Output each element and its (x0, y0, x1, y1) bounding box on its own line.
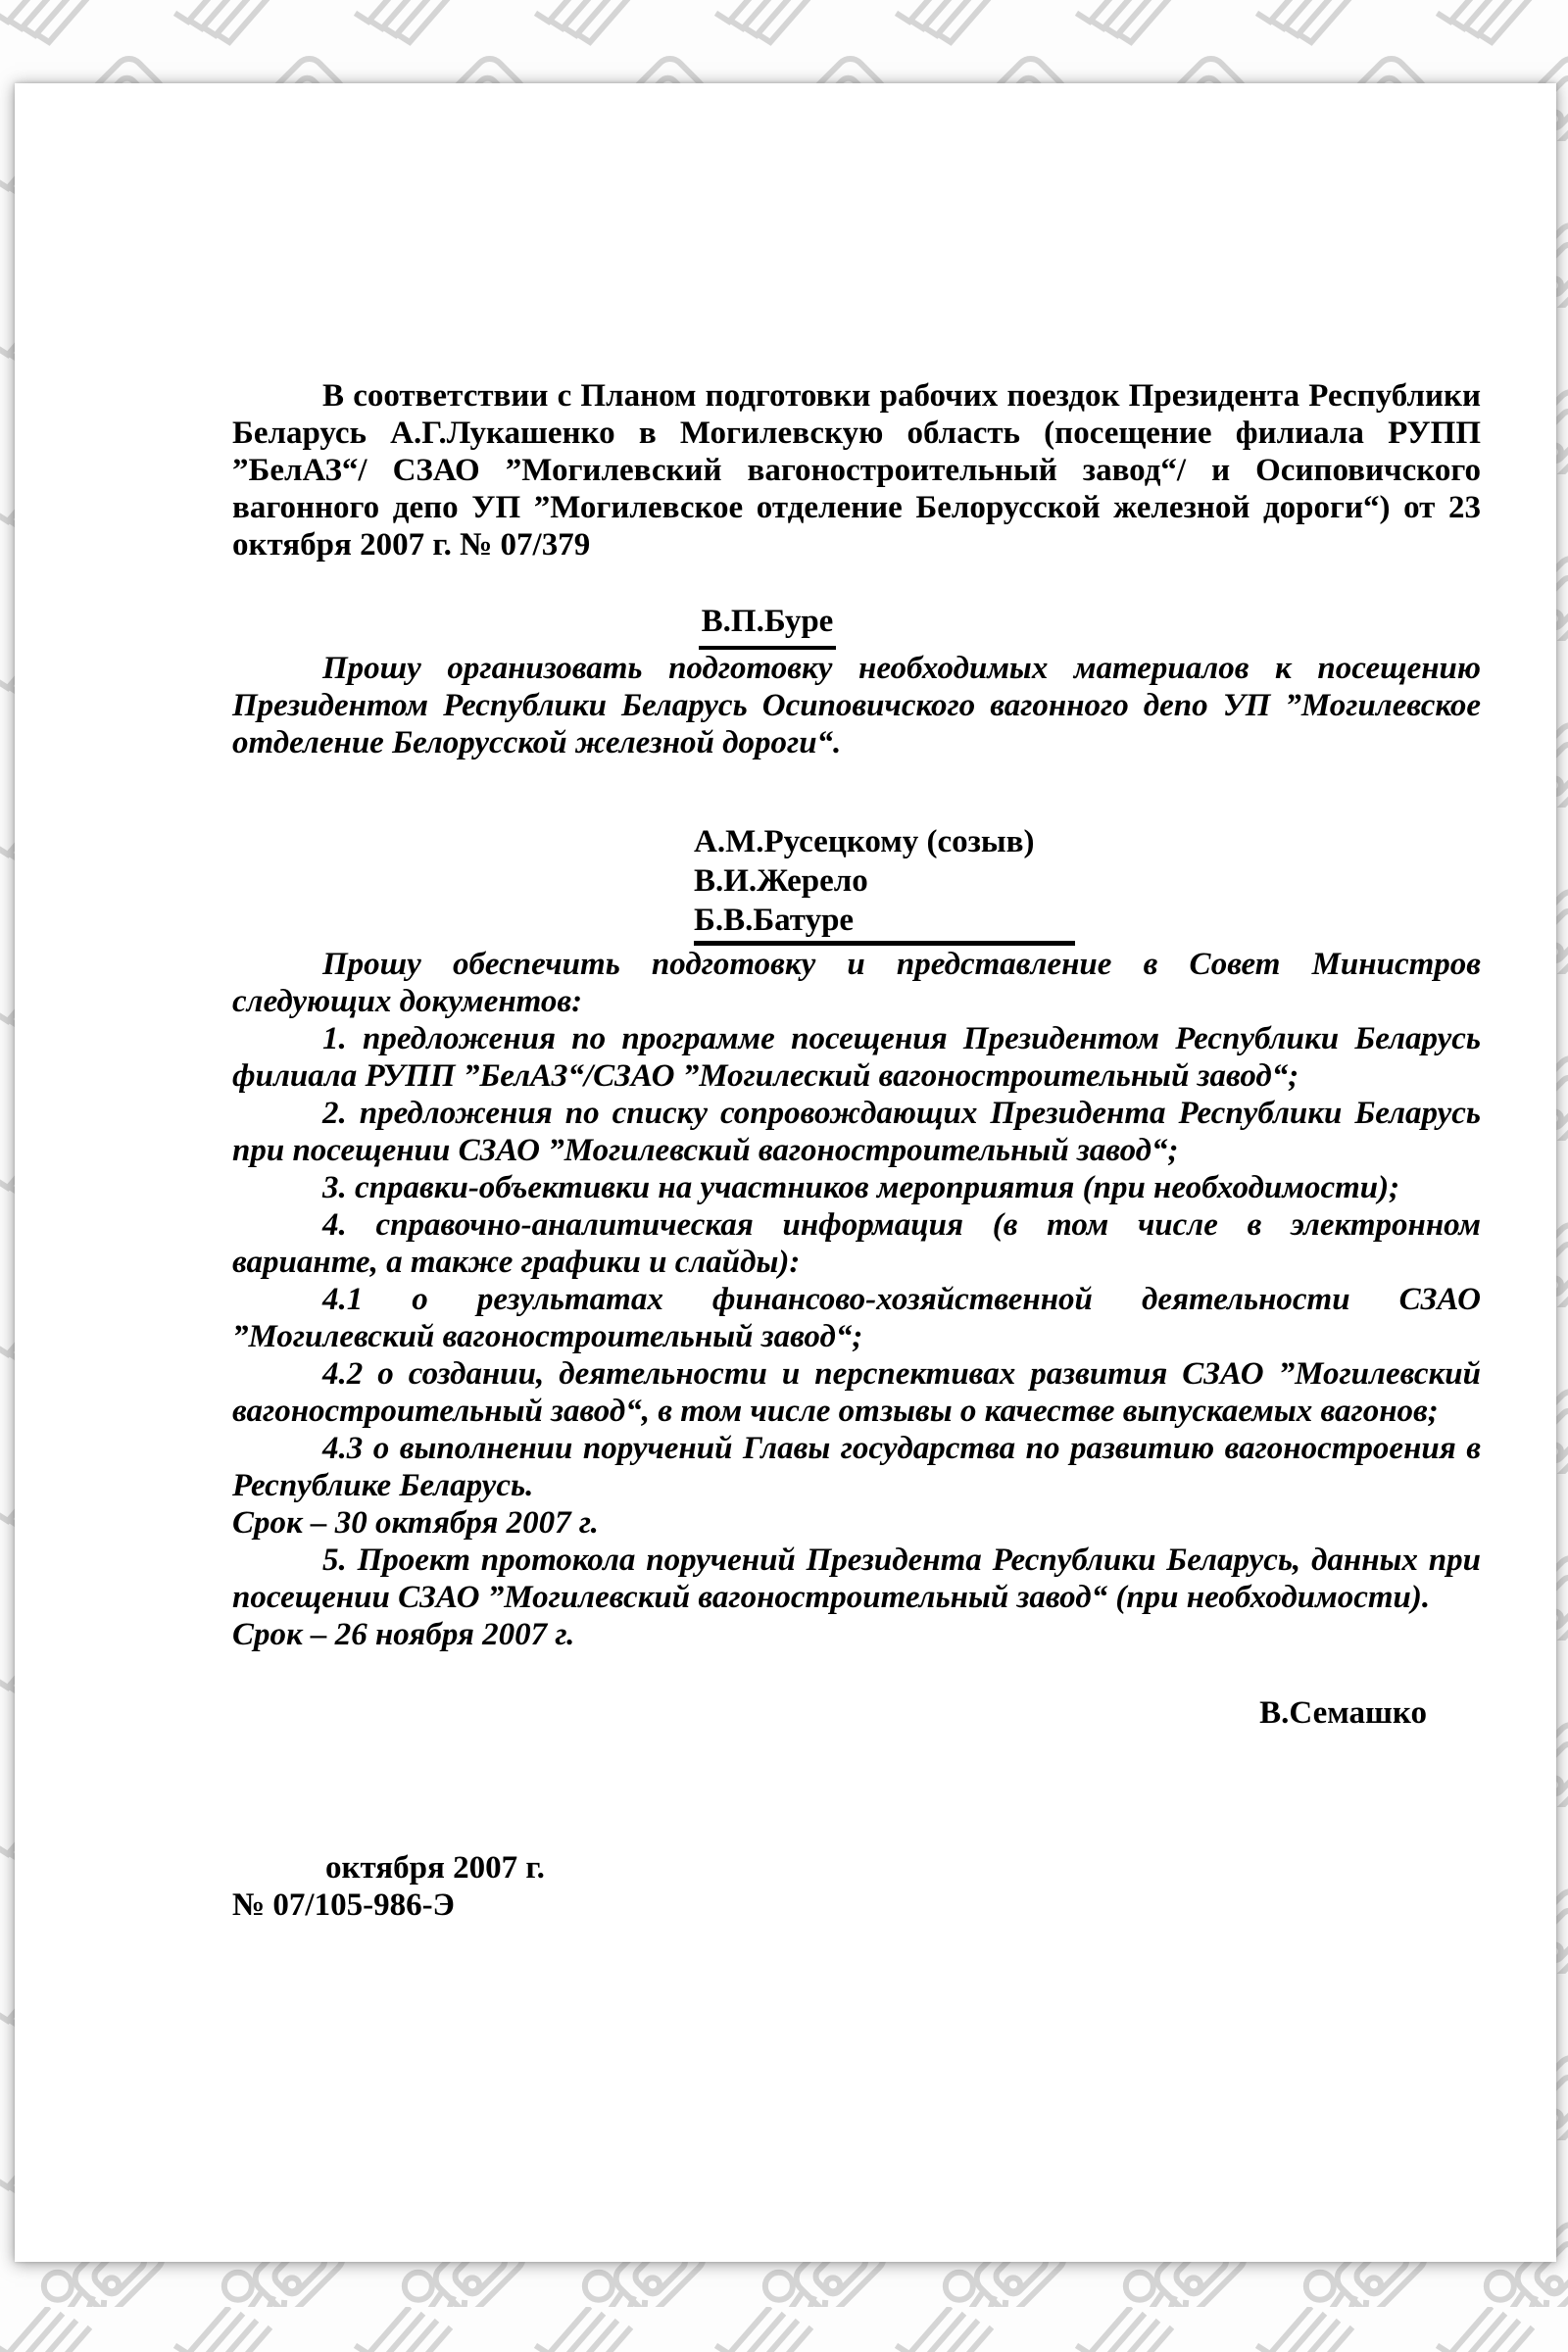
footer-reference-number: № 07/105-986-Э (232, 1887, 455, 1923)
list-item-4-2: 4.2 о создании, деятельности и перспективах развития СЗАО ”Могилевский вагоностроительный завод“, в том числе отзывы о качестве выпускаемых вагонов; (232, 1356, 1481, 1429)
request-materials-paragraph: Прошу организовать подготовку необходимых материалов к посещению Президентом Республики Беларусь Осиповичского вагонного депо УП ”Могилевское отделение Белорусской железной дороги“. (232, 651, 1481, 760)
list-item-2: 2. предложения по списку сопровождающих Президента Республики Беларусь при посещении СЗАО ”Могилевский вагоностроительный завод“; (232, 1096, 1481, 1168)
footer-date-line: октября 2007 г. (325, 1850, 545, 1886)
addressee-rusetsky: А.М.Русецкому (созыв) (694, 824, 1035, 859)
addressee-bature: Б.В.Батуре (694, 901, 1075, 946)
list-item-3: 3. справки-объективки на участников мероприятия (при необходимости); (322, 1170, 1400, 1205)
list-item-1: 1. предложения по программе посещения Президентом Республики Беларусь филиала РУПП ”БелАЗ“/СЗАО ”Могилеский вагоностроительный завод“; (232, 1021, 1481, 1094)
list-item-4-1: 4.1 о результатах финансово-хозяйственной деятельности СЗАО ”Могилевский вагоностроительный завод“; (232, 1282, 1481, 1354)
request-documents-paragraph: Прошу обеспечить подготовку и представление в Совет Министров следующих документов: (232, 947, 1481, 1019)
deadline-november: Срок – 26 ноября 2007 г. (232, 1617, 575, 1652)
signatory-name: В.Семашко (1259, 1695, 1427, 1731)
addressee-zherelo: В.И.Жерело (694, 863, 868, 899)
addressee-list (694, 822, 1481, 946)
list-item-5: 5. Проект протокола поручений Президента Республики Беларусь, данных при посещении СЗАО ”Могилевский вагоностроительный завод“ (при необходимости). (232, 1543, 1481, 1615)
deadline-october: Срок – 30 октября 2007 г. (232, 1505, 599, 1541)
intro-paragraph: В соответствии с Планом подготовки рабочих поездок Президента Республики Беларусь А.Г.Лукашенко в Могилевскую область (посещение филиала РУПП ”БелАЗ“/ СЗАО ”Могилевский вагоностроительный завод“/ и Осиповичского вагонного депо УП ”Могилевское отделение Белорусской железной дороги“) от 23 октября 2007 г. № 07/379 (232, 378, 1481, 563)
list-item-4-3: 4.3 о выполнении поручений Главы государства по развитию вагоностроения в Республике Беларусь. (232, 1431, 1481, 1503)
addressee-primary-name: В.П.Буре (699, 599, 837, 650)
addressee-primary-line (232, 599, 1302, 650)
list-item-4: 4. справочно-аналитическая информация (в том числе в электронном варианте, а также графики и слайды): (232, 1207, 1481, 1280)
document-page (15, 83, 1556, 2262)
